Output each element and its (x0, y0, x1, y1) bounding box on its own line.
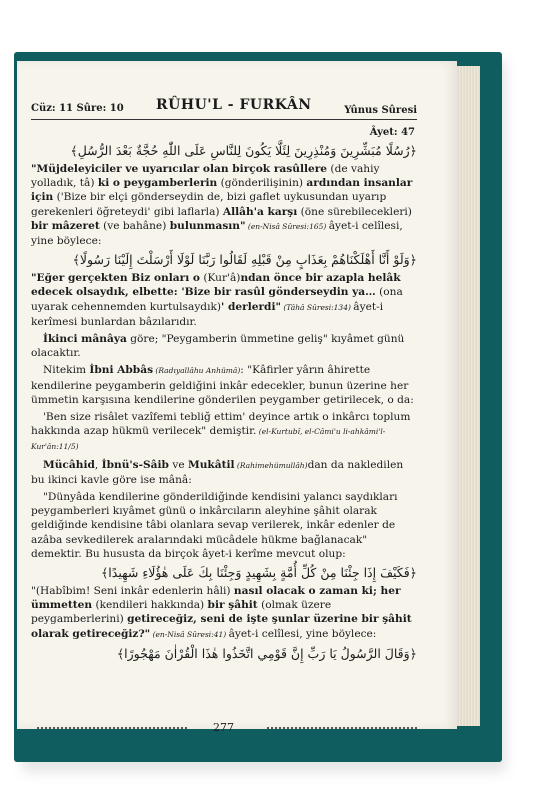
arabic-verse-3: ﴿فَكَيْفَ إِذَا جِئْنَا مِنْ كُلِّ أُمَّةٍ بِشَهِيدٍ وَجِئْنَا بِكَ عَلَى هٰؤُلَاءِ شَهِيدًا﴾ (100, 565, 417, 581)
paragraph-1: "Müjdeleyiciler ve uyarıcılar olan birçok rasûllere (de vahiy yolladık, tâ) ki o peygamberlerin (gönderilişinin) ardından insanlar için ('Bize bir elçi gönderseydin de, bizi gaflet uykusundan uyarıp gerekenleri öğreteydi' gibi laflarla) Allâh'a karşı (öne sürebilecekleri) bir mâzeret (ve bahâne) bulunmasın" (en-Nisâ Sûresi:165) âyet-i celîlesi, yine böylece: (31, 163, 413, 248)
footer-dotted-rule-left (37, 727, 187, 729)
arabic-verse-1: ﴿رُسُلًا مُبَشِّرِينَ وَمُنْذِرِينَ لِئَلَّا يَكُونَ لِلنَّاسِ عَلَى اللّٰهِ حُجَّةٌ بَعْدَ الرُّسُلِ﴾ (70, 143, 417, 158)
footer-dotted-rule-right (267, 727, 417, 729)
header-juz-sura: Cüz: 11 Sûre: 10 (31, 103, 124, 114)
paragraph-2: "Eğer gerçekten Biz onları o (Kur'â)ndan önce bir azapla helâk edecek olsaydık, elbette: 'Bize bir rasûl gönderseydin ya… (ona uyarak cehennemden kurtulsaydık)' derlerdi" (Tâhâ Sûresi:134) âyet-i kerîmesi bunlardan bâzılarıdır. (31, 272, 403, 328)
paragraph-8: "(Habîbim! Seni inkâr edenlerin hâli) nasıl olacak o zaman ki; her ümmetten (kendileri hakkında) bir şâhit (olmak üzere peygamberlerini) getireceğiz, seni de işte şunlar üzerine bir şâhit olarak getireceğiz?" (en-Nisâ Sûresi:41) âyet-i celîlesi, yine böylece: (31, 585, 412, 640)
page-text (31, 141, 417, 665)
paragraph-3: İkinci mânâya göre; "Peygamberin ümmetine geliş" kıyâmet günü olacaktır. (31, 333, 405, 360)
paragraph-4: Nitekim İbni Abbâs (Radıyallâhu Anhümâ): "Kâfirler yârın âhirette kendilerine peygamberin geldiğini inkâr edecekler, bunun üzerine her ümmetin karşısına kendilerine gönderilen peygamber getirilecek, o da: (31, 364, 414, 406)
book (14, 52, 502, 762)
header-sura-name: Yûnus Sûresi (344, 105, 417, 116)
ayet-label: Âyet: 47 (369, 127, 415, 138)
arabic-verse-2: ﴿وَلَوْ أَنَّا أَهْلَكْنَاهُمْ بِعَذَابٍ مِنْ قَبْلِهِ لَقَالُوا رَبَّنَا لَوْلَا أَرْسَلْتَ إِلَيْنَا رَسُولًا﴾ (72, 252, 417, 268)
running-header (31, 99, 417, 120)
page-number: 277 (213, 721, 234, 734)
paragraph-7: "Dünyâda kendilerine gönderildiğinde kendisini yalancı saydıkları peygamberleri kıyâmet günü o inkârcıların aleyhine şâhit olarak geldiğinde kendisine tâbi olanlara sevap verilerek, inkâr edenler de azâba sevkedilerek aralarındaki mücâdele hükme bağlanacak" demektir. Bu hususta da birçok âyet-i kerîme mevcut olup: (31, 491, 398, 560)
header-book-title: RÛHU'L - FURKÂN (156, 97, 312, 113)
arabic-verse-4: ﴿وَقَالَ الرَّسُولُ يَا رَبِّ إِنَّ قَوْمِي اتَّخَذُوا هٰذَا الْقُرْاٰنَ مَهْجُورًا﴾ (116, 645, 417, 661)
paragraph-5: 'Ben size risâlet vazîfemi tebliğ ettim' deyince artık o inkârcı toplum hakkında azap hükmü verilecek" demiştir. (el-Kurtubî, el-Câmi'u li-ahkâmi'l-Kur'ân:11/5) (31, 411, 411, 452)
book-page (17, 61, 457, 734)
paragraph-6: Mücâhid, İbnü's-Sâib ve Mukâtil (Rahimehümullâh)dan da nakledilen bu ikinci kavle göre ise mânâ: (31, 458, 404, 486)
page-edges (456, 66, 480, 726)
page-footer (37, 721, 417, 735)
